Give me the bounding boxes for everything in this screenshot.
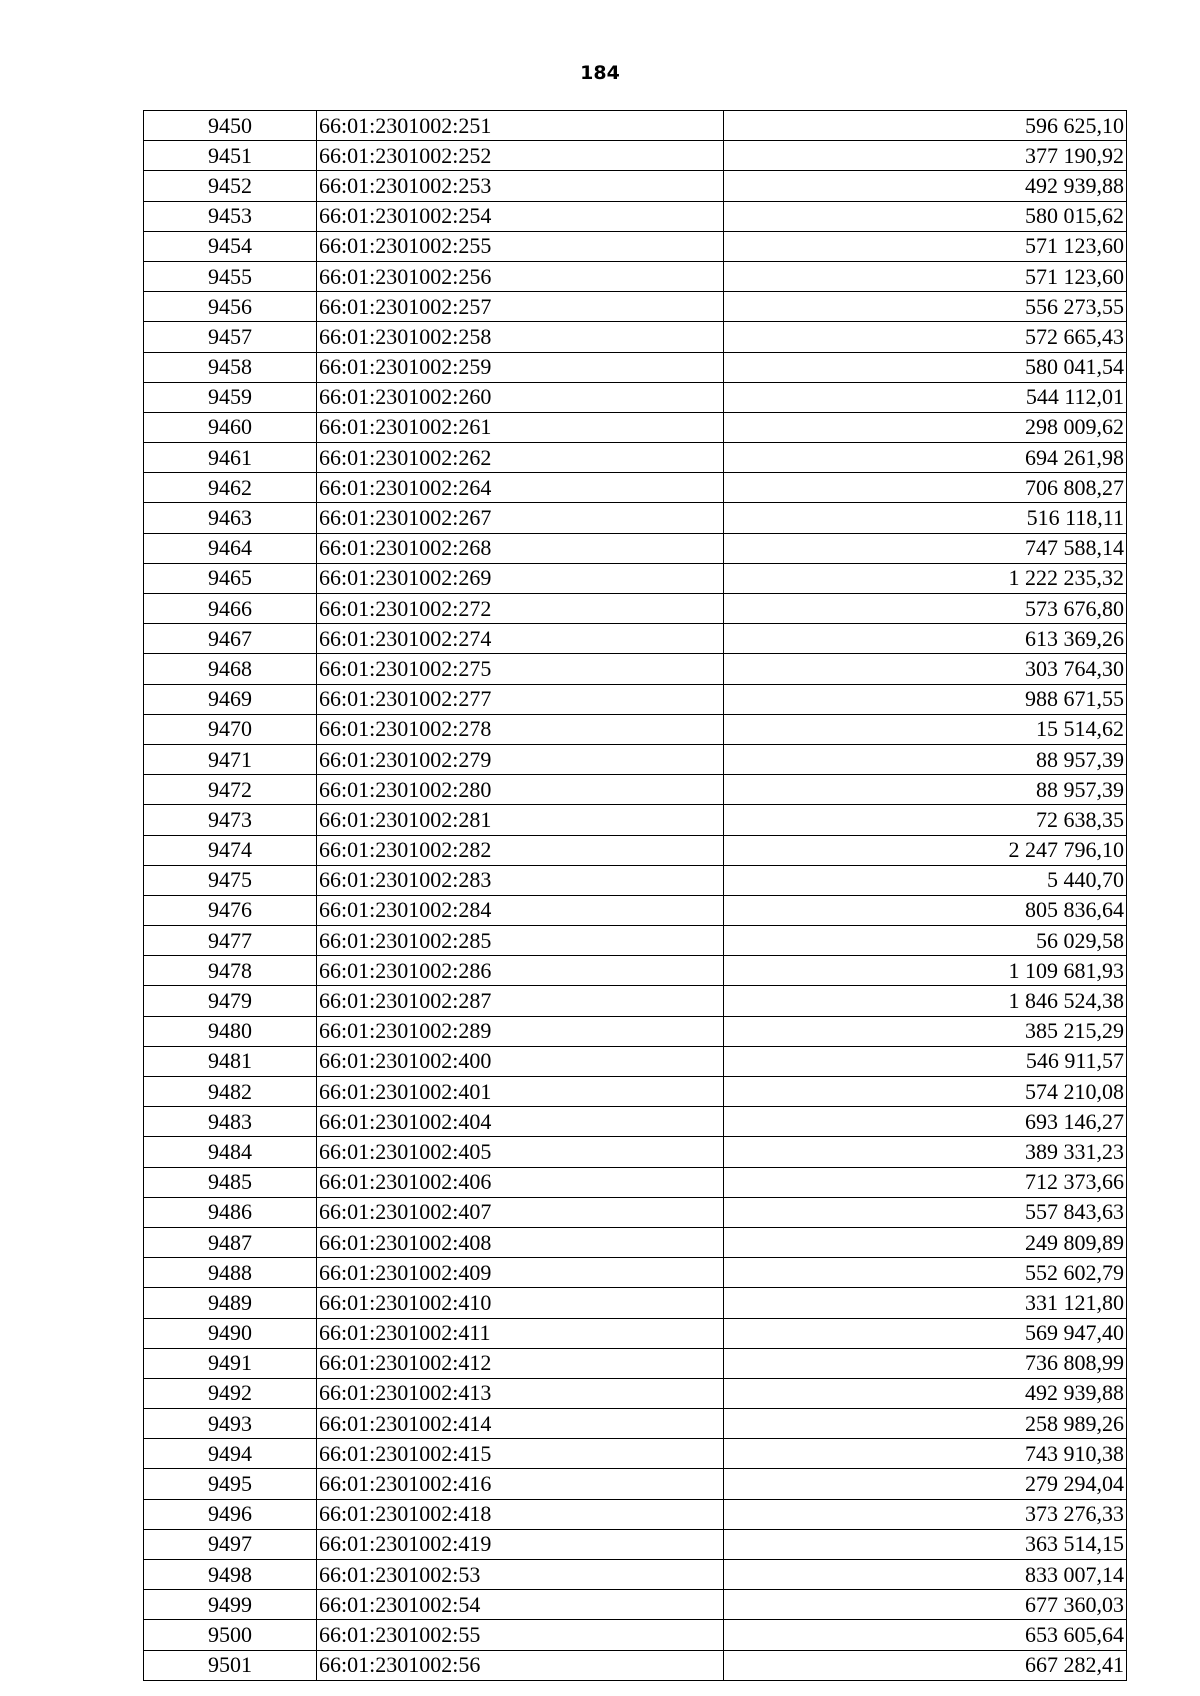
cadastral-value-cell: 492 939,88 xyxy=(724,171,1127,201)
row-number-cell: 9478 xyxy=(144,956,317,986)
cadastral-value-cell: 546 911,57 xyxy=(724,1046,1127,1076)
cadastral-value-cell: 544 112,01 xyxy=(724,382,1127,412)
table-row xyxy=(144,714,1127,744)
cadastral-number-cell: 66:01:2301002:55 xyxy=(317,1620,724,1650)
row-number-cell: 9490 xyxy=(144,1318,317,1348)
cadastral-number-cell: 66:01:2301002:401 xyxy=(317,1077,724,1107)
cadastral-value-cell: 377 190,92 xyxy=(724,141,1127,171)
row-number-cell: 9476 xyxy=(144,895,317,925)
cadastral-number-cell: 66:01:2301002:409 xyxy=(317,1258,724,1288)
row-number-cell: 9475 xyxy=(144,865,317,895)
cadastral-number-cell: 66:01:2301002:400 xyxy=(317,1046,724,1076)
table-row xyxy=(144,654,1127,684)
cadastral-number-cell: 66:01:2301002:406 xyxy=(317,1167,724,1197)
row-number-cell: 9489 xyxy=(144,1288,317,1318)
cadastral-number-cell: 66:01:2301002:274 xyxy=(317,624,724,654)
cadastral-value-cell: 516 118,11 xyxy=(724,503,1127,533)
cadastral-value-cell: 693 146,27 xyxy=(724,1107,1127,1137)
table-body xyxy=(144,111,1127,1681)
cadastral-value-cell: 747 588,14 xyxy=(724,533,1127,563)
row-number-cell: 9465 xyxy=(144,563,317,593)
cadastral-value-cell: 694 261,98 xyxy=(724,443,1127,473)
cadastral-number-cell: 66:01:2301002:259 xyxy=(317,352,724,382)
table-row xyxy=(144,1258,1127,1288)
cadastral-number-cell: 66:01:2301002:286 xyxy=(317,956,724,986)
cadastral-value-cell: 743 910,38 xyxy=(724,1439,1127,1469)
row-number-cell: 9496 xyxy=(144,1499,317,1529)
table-row xyxy=(144,1529,1127,1559)
cadastral-value-cell: 833 007,14 xyxy=(724,1560,1127,1590)
cadastral-value-cell: 805 836,64 xyxy=(724,895,1127,925)
row-number-cell: 9451 xyxy=(144,141,317,171)
row-number-cell: 9474 xyxy=(144,835,317,865)
table-row xyxy=(144,684,1127,714)
cadastral-number-cell: 66:01:2301002:267 xyxy=(317,503,724,533)
cadastral-value-cell: 571 123,60 xyxy=(724,231,1127,261)
table-row xyxy=(144,292,1127,322)
row-number-cell: 9456 xyxy=(144,292,317,322)
cadastral-number-cell: 66:01:2301002:54 xyxy=(317,1590,724,1620)
table-row xyxy=(144,1046,1127,1076)
table-row xyxy=(144,744,1127,774)
row-number-cell: 9482 xyxy=(144,1077,317,1107)
cadastral-number-cell: 66:01:2301002:277 xyxy=(317,684,724,714)
cadastral-value-cell: 580 015,62 xyxy=(724,201,1127,231)
row-number-cell: 9488 xyxy=(144,1258,317,1288)
row-number-cell: 9493 xyxy=(144,1409,317,1439)
table-row xyxy=(144,1620,1127,1650)
row-number-cell: 9499 xyxy=(144,1590,317,1620)
cadastral-number-cell: 66:01:2301002:282 xyxy=(317,835,724,865)
cadastral-number-cell: 66:01:2301002:283 xyxy=(317,865,724,895)
cadastral-number-cell: 66:01:2301002:268 xyxy=(317,533,724,563)
cadastral-value-cell: 389 331,23 xyxy=(724,1137,1127,1167)
cadastral-number-cell: 66:01:2301002:289 xyxy=(317,1016,724,1046)
cadastral-value-cell: 1 222 235,32 xyxy=(724,563,1127,593)
row-number-cell: 9452 xyxy=(144,171,317,201)
cadastral-value-cell: 677 360,03 xyxy=(724,1590,1127,1620)
row-number-cell: 9494 xyxy=(144,1439,317,1469)
table-row xyxy=(144,1469,1127,1499)
table-row xyxy=(144,1499,1127,1529)
cadastral-number-cell: 66:01:2301002:279 xyxy=(317,744,724,774)
row-number-cell: 9500 xyxy=(144,1620,317,1650)
cadastral-value-cell: 373 276,33 xyxy=(724,1499,1127,1529)
cadastral-number-cell: 66:01:2301002:284 xyxy=(317,895,724,925)
cadastral-value-cell: 653 605,64 xyxy=(724,1620,1127,1650)
cadastral-value-cell: 363 514,15 xyxy=(724,1529,1127,1559)
cadastral-number-cell: 66:01:2301002:255 xyxy=(317,231,724,261)
row-number-cell: 9466 xyxy=(144,594,317,624)
row-number-cell: 9453 xyxy=(144,201,317,231)
table-row xyxy=(144,624,1127,654)
cadastral-number-cell: 66:01:2301002:258 xyxy=(317,322,724,352)
cadastral-number-cell: 66:01:2301002:275 xyxy=(317,654,724,684)
cadastral-number-cell: 66:01:2301002:262 xyxy=(317,443,724,473)
table-row xyxy=(144,1288,1127,1318)
cadastral-value-cell: 72 638,35 xyxy=(724,805,1127,835)
row-number-cell: 9480 xyxy=(144,1016,317,1046)
cadastral-number-cell: 66:01:2301002:419 xyxy=(317,1529,724,1559)
cadastral-number-cell: 66:01:2301002:257 xyxy=(317,292,724,322)
cadastral-number-cell: 66:01:2301002:404 xyxy=(317,1107,724,1137)
cadastral-number-cell: 66:01:2301002:415 xyxy=(317,1439,724,1469)
row-number-cell: 9484 xyxy=(144,1137,317,1167)
table-row xyxy=(144,1348,1127,1378)
cadastral-value-cell: 1 109 681,93 xyxy=(724,956,1127,986)
table-row xyxy=(144,503,1127,533)
row-number-cell: 9455 xyxy=(144,261,317,291)
table-row xyxy=(144,956,1127,986)
cadastral-value-cell: 736 808,99 xyxy=(724,1348,1127,1378)
table-row xyxy=(144,1378,1127,1408)
cadastral-number-cell: 66:01:2301002:407 xyxy=(317,1197,724,1227)
table-row xyxy=(144,261,1127,291)
page-number: 184 xyxy=(580,62,620,84)
cadastral-number-cell: 66:01:2301002:251 xyxy=(317,111,724,141)
cadastral-value-cell: 2 247 796,10 xyxy=(724,835,1127,865)
row-number-cell: 9459 xyxy=(144,382,317,412)
cadastral-number-cell: 66:01:2301002:281 xyxy=(317,805,724,835)
cadastral-number-cell: 66:01:2301002:260 xyxy=(317,382,724,412)
cadastral-number-cell: 66:01:2301002:261 xyxy=(317,412,724,442)
cadastral-value-cell: 88 957,39 xyxy=(724,744,1127,774)
cadastral-value-cell: 556 273,55 xyxy=(724,292,1127,322)
table-row xyxy=(144,865,1127,895)
cadastral-number-cell: 66:01:2301002:418 xyxy=(317,1499,724,1529)
cadastral-value-cell: 712 373,66 xyxy=(724,1167,1127,1197)
table-row xyxy=(144,201,1127,231)
cadastral-number-cell: 66:01:2301002:56 xyxy=(317,1650,724,1680)
cadastral-value-cell: 557 843,63 xyxy=(724,1197,1127,1227)
cadastral-value-cell: 249 809,89 xyxy=(724,1227,1127,1257)
row-number-cell: 9468 xyxy=(144,654,317,684)
row-number-cell: 9470 xyxy=(144,714,317,744)
row-number-cell: 9454 xyxy=(144,231,317,261)
cadastral-value-cell: 88 957,39 xyxy=(724,775,1127,805)
cadastral-number-cell: 66:01:2301002:412 xyxy=(317,1348,724,1378)
row-number-cell: 9497 xyxy=(144,1529,317,1559)
cadastral-value-cell: 667 282,41 xyxy=(724,1650,1127,1680)
cadastral-value-table xyxy=(143,110,1127,1681)
table-row xyxy=(144,443,1127,473)
cadastral-value-cell: 572 665,43 xyxy=(724,322,1127,352)
cadastral-value-cell: 15 514,62 xyxy=(724,714,1127,744)
cadastral-value-cell: 56 029,58 xyxy=(724,926,1127,956)
row-number-cell: 9472 xyxy=(144,775,317,805)
table-row xyxy=(144,1318,1127,1348)
table-row xyxy=(144,1137,1127,1167)
cadastral-number-cell: 66:01:2301002:410 xyxy=(317,1288,724,1318)
cadastral-number-cell: 66:01:2301002:408 xyxy=(317,1227,724,1257)
table-row xyxy=(144,141,1127,171)
cadastral-number-cell: 66:01:2301002:264 xyxy=(317,473,724,503)
row-number-cell: 9483 xyxy=(144,1107,317,1137)
row-number-cell: 9498 xyxy=(144,1560,317,1590)
row-number-cell: 9492 xyxy=(144,1378,317,1408)
table-row xyxy=(144,805,1127,835)
cadastral-value-cell: 613 369,26 xyxy=(724,624,1127,654)
table-row xyxy=(144,926,1127,956)
cadastral-value-cell: 580 041,54 xyxy=(724,352,1127,382)
table-row xyxy=(144,1197,1127,1227)
cadastral-value-cell: 303 764,30 xyxy=(724,654,1127,684)
cadastral-number-cell: 66:01:2301002:53 xyxy=(317,1560,724,1590)
cadastral-number-cell: 66:01:2301002:254 xyxy=(317,201,724,231)
cadastral-value-cell: 385 215,29 xyxy=(724,1016,1127,1046)
cadastral-value-cell: 571 123,60 xyxy=(724,261,1127,291)
table-row xyxy=(144,412,1127,442)
cadastral-number-cell: 66:01:2301002:416 xyxy=(317,1469,724,1499)
row-number-cell: 9463 xyxy=(144,503,317,533)
cadastral-number-cell: 66:01:2301002:269 xyxy=(317,563,724,593)
row-number-cell: 9491 xyxy=(144,1348,317,1378)
cadastral-value-cell: 1 846 524,38 xyxy=(724,986,1127,1016)
cadastral-number-cell: 66:01:2301002:411 xyxy=(317,1318,724,1348)
row-number-cell: 9464 xyxy=(144,533,317,563)
cadastral-value-cell: 279 294,04 xyxy=(724,1469,1127,1499)
row-number-cell: 9471 xyxy=(144,744,317,774)
table-row xyxy=(144,1107,1127,1137)
cadastral-number-cell: 66:01:2301002:405 xyxy=(317,1137,724,1167)
table-row xyxy=(144,1227,1127,1257)
table-row xyxy=(144,1439,1127,1469)
row-number-cell: 9481 xyxy=(144,1046,317,1076)
cadastral-value-cell: 258 989,26 xyxy=(724,1409,1127,1439)
cadastral-value-cell: 988 671,55 xyxy=(724,684,1127,714)
table-row xyxy=(144,352,1127,382)
row-number-cell: 9477 xyxy=(144,926,317,956)
table-row xyxy=(144,775,1127,805)
cadastral-number-cell: 66:01:2301002:287 xyxy=(317,986,724,1016)
cadastral-number-cell: 66:01:2301002:414 xyxy=(317,1409,724,1439)
row-number-cell: 9461 xyxy=(144,443,317,473)
row-number-cell: 9460 xyxy=(144,412,317,442)
table-row xyxy=(144,533,1127,563)
cadastral-value-cell: 492 939,88 xyxy=(724,1378,1127,1408)
cadastral-number-cell: 66:01:2301002:252 xyxy=(317,141,724,171)
row-number-cell: 9486 xyxy=(144,1197,317,1227)
table-row xyxy=(144,1409,1127,1439)
row-number-cell: 9485 xyxy=(144,1167,317,1197)
row-number-cell: 9487 xyxy=(144,1227,317,1257)
cadastral-value-cell: 331 121,80 xyxy=(724,1288,1127,1318)
table-row xyxy=(144,895,1127,925)
row-number-cell: 9450 xyxy=(144,111,317,141)
table-row xyxy=(144,1167,1127,1197)
row-number-cell: 9457 xyxy=(144,322,317,352)
cadastral-value-cell: 596 625,10 xyxy=(724,111,1127,141)
cadastral-value-cell: 573 676,80 xyxy=(724,594,1127,624)
cadastral-value-cell: 298 009,62 xyxy=(724,412,1127,442)
table-row xyxy=(144,986,1127,1016)
row-number-cell: 9495 xyxy=(144,1469,317,1499)
cadastral-value-cell: 569 947,40 xyxy=(724,1318,1127,1348)
table-row xyxy=(144,171,1127,201)
cadastral-value-cell: 706 808,27 xyxy=(724,473,1127,503)
table-row xyxy=(144,835,1127,865)
cadastral-value-cell: 552 602,79 xyxy=(724,1258,1127,1288)
row-number-cell: 9501 xyxy=(144,1650,317,1680)
table-row xyxy=(144,1650,1127,1680)
cadastral-number-cell: 66:01:2301002:272 xyxy=(317,594,724,624)
row-number-cell: 9467 xyxy=(144,624,317,654)
cadastral-number-cell: 66:01:2301002:413 xyxy=(317,1378,724,1408)
table-row xyxy=(144,594,1127,624)
cadastral-number-cell: 66:01:2301002:280 xyxy=(317,775,724,805)
row-number-cell: 9458 xyxy=(144,352,317,382)
table-row xyxy=(144,382,1127,412)
table-row xyxy=(144,1590,1127,1620)
table-row xyxy=(144,1560,1127,1590)
cadastral-number-cell: 66:01:2301002:278 xyxy=(317,714,724,744)
row-number-cell: 9469 xyxy=(144,684,317,714)
table-row xyxy=(144,111,1127,141)
table-row xyxy=(144,563,1127,593)
cadastral-value-cell: 574 210,08 xyxy=(724,1077,1127,1107)
row-number-cell: 9462 xyxy=(144,473,317,503)
cadastral-number-cell: 66:01:2301002:256 xyxy=(317,261,724,291)
table-row xyxy=(144,322,1127,352)
cadastral-value-cell: 5 440,70 xyxy=(724,865,1127,895)
row-number-cell: 9479 xyxy=(144,986,317,1016)
table-row xyxy=(144,1077,1127,1107)
cadastral-number-cell: 66:01:2301002:285 xyxy=(317,926,724,956)
cadastral-number-cell: 66:01:2301002:253 xyxy=(317,171,724,201)
table-row xyxy=(144,231,1127,261)
row-number-cell: 9473 xyxy=(144,805,317,835)
table-row xyxy=(144,1016,1127,1046)
table-row xyxy=(144,473,1127,503)
